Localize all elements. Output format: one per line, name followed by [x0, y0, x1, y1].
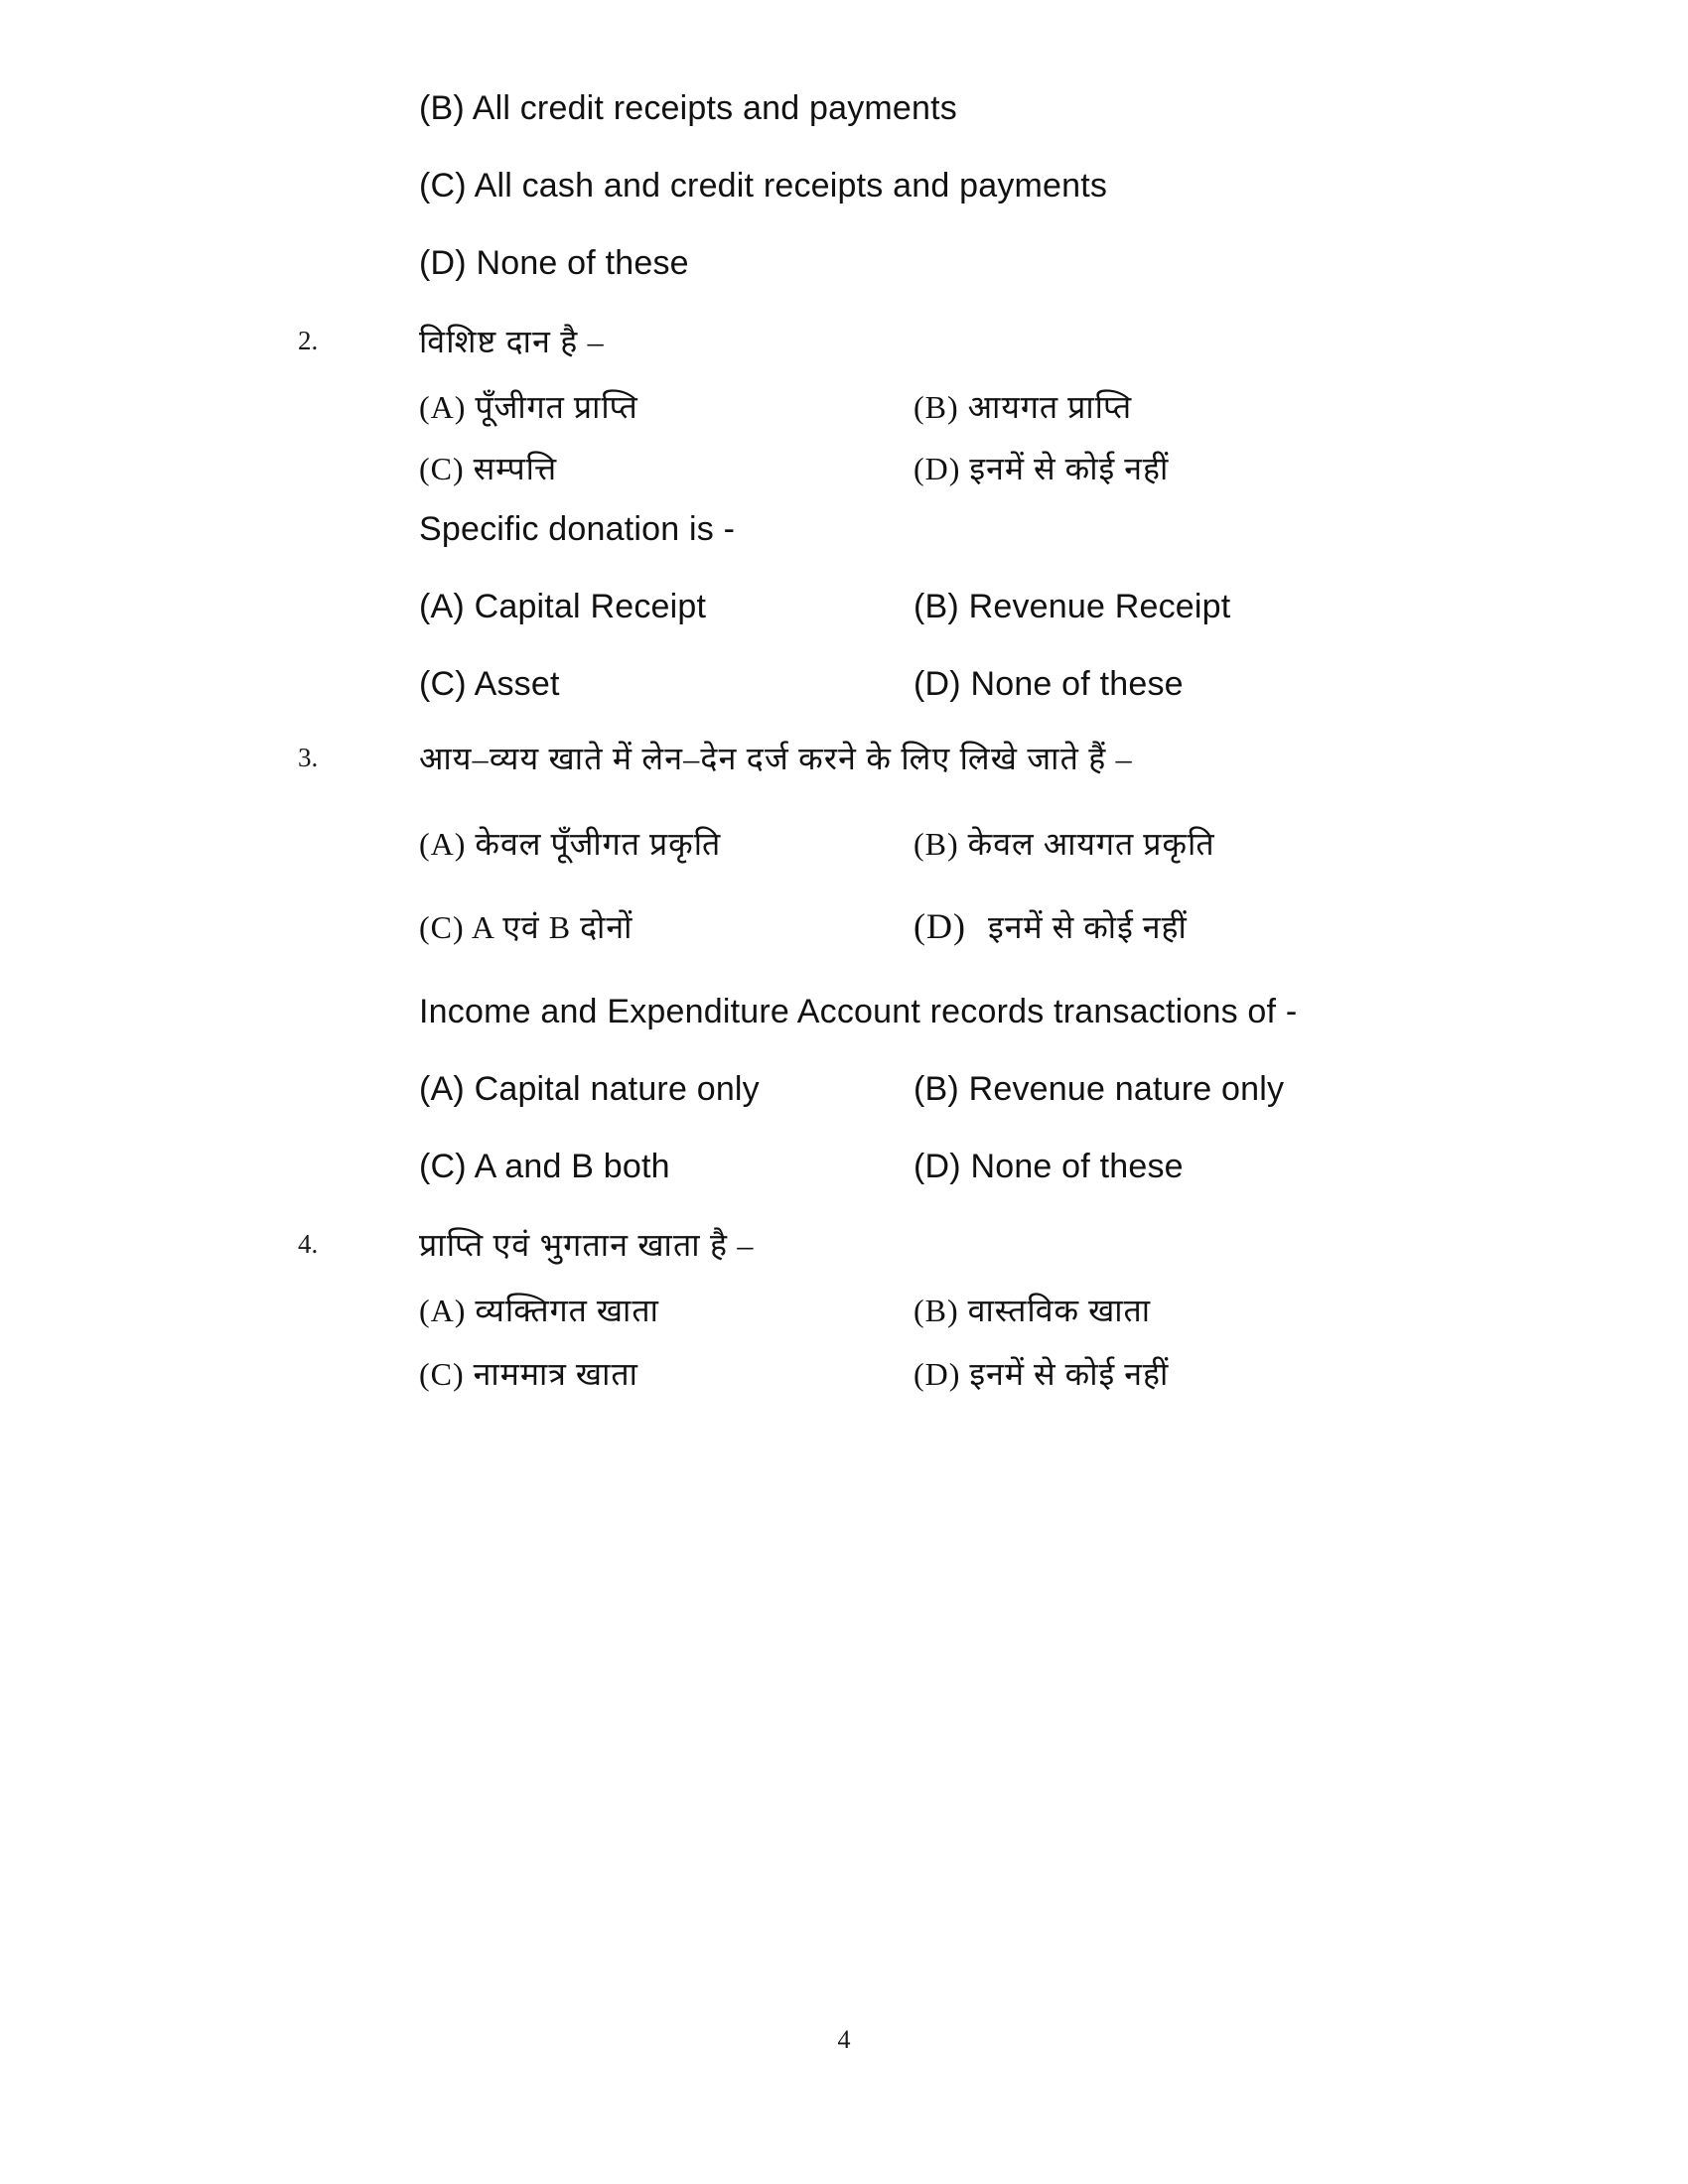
- carryover-option-c: [419, 167, 1107, 205]
- option-marker: (C): [419, 1148, 475, 1185]
- option-text: None of these: [970, 665, 1184, 703]
- question-3-english-option-b: [914, 1070, 1284, 1109]
- question-number-4: 4.: [298, 1229, 319, 1259]
- option-text: All cash and credit receipts and payments: [474, 167, 1108, 205]
- option-marker: (B): [419, 89, 473, 127]
- question-3-english-stem: Income and Expenditure Account records transactions of -: [419, 993, 1298, 1030]
- option-marker: (D): [914, 1148, 971, 1185]
- option-text: केवल आयगत प्रकृति: [967, 826, 1215, 862]
- option-text: Asset: [474, 665, 560, 703]
- carryover-option-d: [419, 244, 689, 283]
- question-3-hindi-option-d: [914, 905, 1188, 948]
- question-3-hindi-stem: आय–व्यय खाते में लेन–देन दर्ज करने के लिए लिखे जाते हैं –: [419, 741, 1133, 776]
- option-text: नाममात्र खाता: [473, 1356, 638, 1392]
- option-text: All credit receipts and payments: [472, 89, 957, 127]
- question-2-hindi-option-c: [419, 447, 557, 489]
- question-4-hindi-option-a: [419, 1289, 659, 1331]
- option-marker: (B): [914, 588, 969, 625]
- question-4-hindi-option-c: [419, 1352, 638, 1395]
- option-text: पूँजीगत प्राप्ति: [475, 389, 638, 425]
- question-2-hindi-stem: विशिष्ट दान है –: [419, 324, 605, 359]
- option-text: Revenue Receipt: [968, 588, 1231, 625]
- option-marker: (D): [914, 451, 970, 486]
- question-4-hindi-option-d: [914, 1352, 1169, 1395]
- option-marker: (C): [419, 167, 475, 205]
- option-marker: (D): [419, 244, 477, 282]
- option-marker: (B): [914, 1293, 968, 1328]
- question-2-english-stem: Specific donation is -: [419, 510, 736, 548]
- question-4-hindi-option-b: [914, 1289, 1151, 1331]
- option-text: सम्पत्ति: [473, 451, 558, 486]
- option-text: इनमें से कोई नहीं: [969, 451, 1170, 486]
- option-marker: (C): [419, 1356, 474, 1392]
- question-2-english-option-d: [914, 665, 1184, 704]
- option-marker: (D): [914, 906, 976, 946]
- option-marker: (B): [914, 826, 968, 862]
- question-3-hindi-option-c: [419, 905, 633, 948]
- option-marker: (D): [914, 1356, 970, 1392]
- option-text: None of these: [970, 1148, 1184, 1185]
- option-text: A and B both: [474, 1148, 670, 1185]
- option-marker: (B): [914, 1070, 969, 1108]
- option-marker: (A): [419, 1293, 476, 1328]
- option-text: व्यक्तिगत खाता: [475, 1293, 659, 1328]
- option-text: Revenue nature only: [968, 1070, 1285, 1108]
- question-2-english-option-b: [914, 588, 1230, 626]
- option-text: Capital nature only: [474, 1070, 760, 1108]
- option-marker: (A): [419, 588, 475, 625]
- question-2-hindi-option-b: [914, 385, 1132, 428]
- option-text: None of these: [476, 244, 689, 282]
- option-text: वास्तविक खाता: [967, 1293, 1152, 1328]
- option-text: इनमें से कोई नहीं: [987, 909, 1188, 945]
- question-3-english-option-d: [914, 1148, 1184, 1186]
- option-marker: (A): [419, 389, 476, 425]
- option-text: केवल पूँजीगत प्रकृति: [475, 826, 722, 862]
- question-number-2: 2.: [298, 326, 319, 355]
- question-4-hindi-stem: प्राप्ति एवं भुगतान खाता है –: [419, 1227, 755, 1263]
- option-text: इनमें से कोई नहीं: [969, 1356, 1170, 1392]
- option-marker: (A): [419, 826, 476, 862]
- option-marker: (C): [419, 665, 475, 703]
- question-2-hindi-option-d: [914, 447, 1169, 489]
- question-3-hindi-option-a: [419, 822, 721, 865]
- question-2-english-option-a: [419, 588, 706, 626]
- option-text: आयगत प्राप्ति: [967, 389, 1133, 425]
- option-marker: (C): [419, 909, 472, 945]
- option-marker: (B): [914, 389, 968, 425]
- option-text: A एवं B दोनों: [471, 909, 633, 945]
- question-2-hindi-option-a: [419, 385, 638, 428]
- question-number-3: 3.: [298, 743, 319, 772]
- question-2-english-option-c: [419, 665, 560, 704]
- page-number: 4: [837, 2025, 851, 2054]
- option-marker: (A): [419, 1070, 475, 1108]
- question-3-hindi-option-b: [914, 822, 1215, 865]
- option-marker: (D): [914, 665, 971, 703]
- question-3-english-option-c: [419, 1148, 670, 1186]
- option-text: Capital Receipt: [474, 588, 707, 625]
- question-3-english-option-a: [419, 1070, 760, 1109]
- option-marker: (C): [419, 451, 474, 486]
- carryover-option-b: [419, 89, 957, 128]
